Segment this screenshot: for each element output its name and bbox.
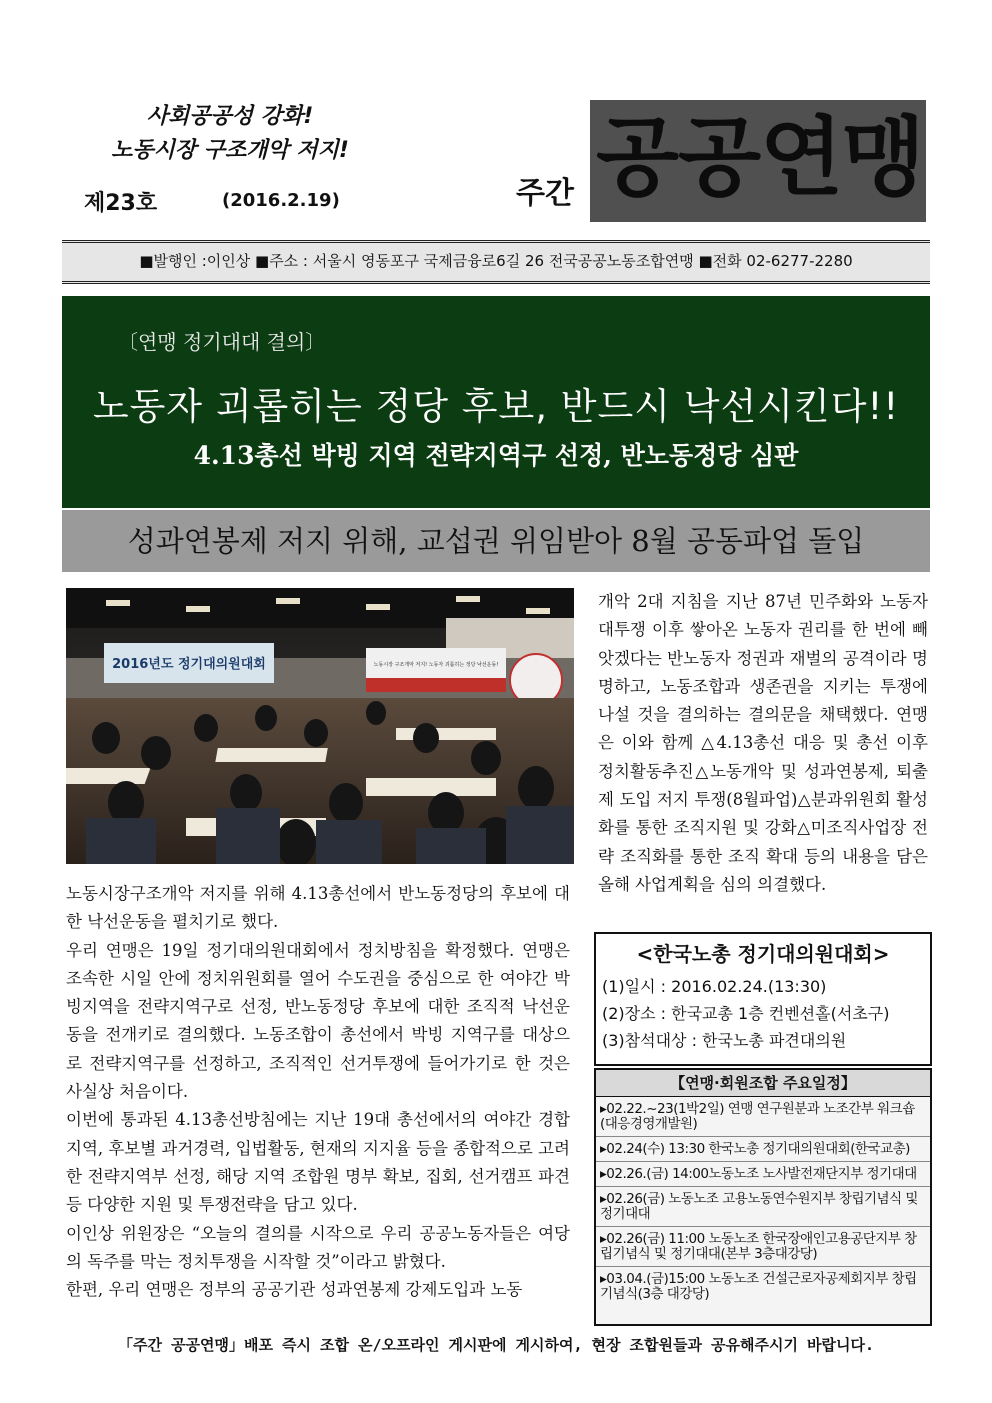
issue-date: (2016.2.19) [222,190,340,211]
article-paragraph: 한편, 우리 연맹은 정부의 공공기관 성과연봉제 강제도입과 노동 [66,1280,523,1300]
article-right-column: 개악 2대 지침을 지난 87년 민주화와 노동자대투쟁 이후 쌓아온 노동자 권리를 한 번에 빼앗겠다는 반노동자 정권과 재벌의 공격이라 명명하고, 노동조합과 생존권을 지키는 투쟁에 나설 것을 결의하는 결의문을 채택했다. 연맹은 이와 함께 △4.13총선 대응 및 총선 이후 정치활동추진△노동개악 및 성과연봉제, 퇴출제 도입 저지 투쟁(8월파업)△분과위원회 활성화를 통한 조직지원 및 강화△미조직사업장 전략 조직화를 통한 조직 확대 등의 내용을 담은 올해 사업계획을 심의 의결했다. [598,592,928,894]
article-left-column [66,880,570,1304]
kctu-box-title: <한국노총 정기대의원대회> [636,942,890,966]
schedule-box [594,1068,932,1326]
article-paragraph: 이번에 통과된 4.13총선방침에는 지난 19대 총선에서의 여야간 경합지역, 후보별 과거경력, 입법활동, 현재의 지지율 등을 종합적으로 고려한 전략지역부 선정, 해당 지역 조합원 명부 확보, 집회, 선거캠프 파견 등 다양한 지원 및 투쟁전략을 담고 있다. [66,1110,570,1215]
second-headline: 성과연봉제 저지 위해, 교섭권 위임받아 8월 공동파업 돌입 [62,510,930,572]
meeting-sign-text: 노동시장 구조개악 저지! 노동자 괴롭히는 정당 낙선운동! [373,662,499,668]
stage-banner-text: 2016년도 정기대의원대회 [112,657,266,672]
kctu-box-item: (1)일시 : 2016.02.24.(13:30) [602,977,827,996]
schedule-item: ▸02.22.~23(1박2일) 연맹 연구원분과 노조간부 워크숍(대응경영개발원) [596,1097,930,1137]
schedule-title: 【연맹·회원조합 주요일정】 [596,1070,930,1097]
slogan-line-1: 사회공공성 강화! [146,104,314,129]
masthead-char-2: 공 [678,107,762,208]
masthead-char-4: 맹 [842,107,926,208]
kctu-box-item: (2)장소 : 한국교총 1층 컨벤션홀(서초구) [602,1004,890,1023]
weekly-label: 주간 [516,176,574,211]
headline-subtitle: 4.13총선 박빙 지역 전략지역구 선정, 반노동정당 심판 [193,441,799,470]
article-paragraph: 노동시장구조개악 저지를 위해 4.13총선에서 반노동정당의 후보에 대한 낙선운동을 펼치기로 했다. [66,884,570,932]
publisher-info-bar: ■발행인 :이인상 ■주소 : 서울시 영동포구 국제금융로6길 26 전국공공노동조합연맹 ■전화 02-6277-2280 [62,240,930,284]
headline-block [62,296,930,508]
article-paragraph: 우리 연맹은 19일 정기대의원대회에서 정치방침을 확정했다. 연맹은 조속한 시일 안에 정치위원회를 열어 수도권을 중심으로 한 여야간 박빙지역을 전략지역구로 선정, 반노동정당 후보에 대한 조직적 낙선운동을 전개키로 결의했다. 노동조합이 총선에서 박빙 지역구를 대상으로 전략지역구를 선정하고, 조직적인 선거투쟁에 들어가기로 한 것은 사실상 처음이다. [66,940,570,1102]
schedule-item: ▸02.26(금) 노동노조 고용노동연수원지부 창립기념식 및 정기대대 [596,1187,930,1227]
article-paragraph: 이인상 위원장은 “오늘의 결의를 시작으로 우리 공공노동자들은 여당의 독주를 막는 정치투쟁을 시작할 것”이라고 밝혔다. [66,1223,570,1271]
headline-title: 노동자 괴롭히는 정당 후보, 반드시 낙선시킨다!! [92,385,900,428]
footer-notice: 「주간 공공연맹」배포 즉시 조합 온/오프라인 게시판에 게시하여, 현장 조합원들과 공유해주시기 바랍니다. [118,1336,874,1354]
schedule-item: ▸02.24(수) 13:30 한국노총 정기대의원대회(한국교총) [596,1137,930,1162]
masthead-char-1: 공 [596,107,680,208]
headline-label: 〔연맹 정기대대 결의〕 [118,330,326,354]
meeting-photo [66,588,574,864]
masthead [590,100,926,222]
masthead-char-3: 연 [760,107,844,208]
kctu-box-item: (3)참석대상 : 한국노총 파견대의원 [602,1031,847,1050]
slogan-line-2: 노동시장 구조개악 저지! [111,138,349,163]
schedule-item: ▸03.04.(금)15:00 노동노조 건설근로자공제회지부 창립기념식(3층 대강당) [596,1267,930,1306]
schedule-item: ▸02.26(금) 11:00 노동노조 한국장애인고용공단지부 창립기념식 및 정기대대(본부 3층대강당) [596,1227,930,1267]
meeting-photo-illustration [66,588,574,864]
kctu-meeting-box [594,932,932,1066]
schedule-item: ▸02.26.(금) 14:00노동노조 노사발전재단지부 정기대대 [596,1162,930,1187]
issue-number: 제23호 [84,191,158,216]
